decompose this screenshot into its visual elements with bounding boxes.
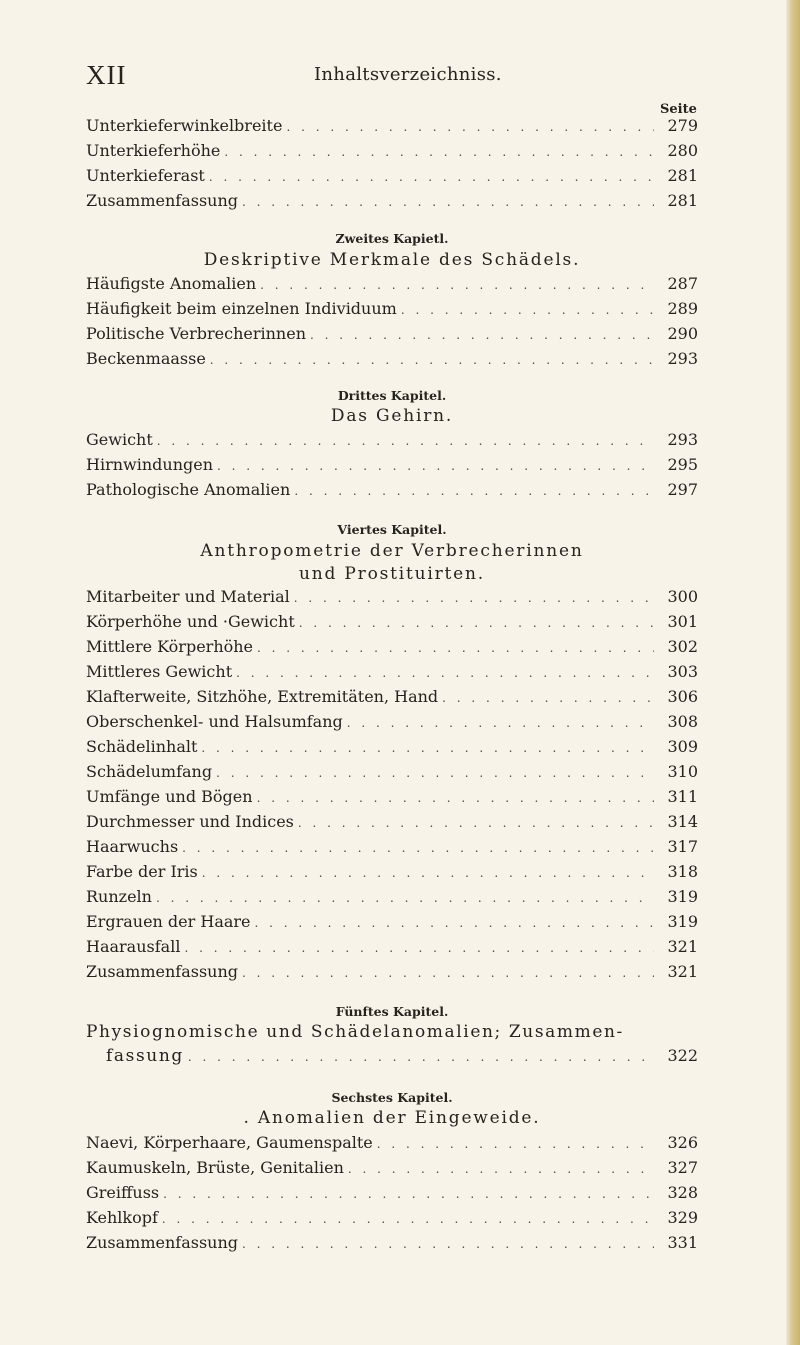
- entry-page: 314: [667, 812, 698, 831]
- leader-dots: [188, 1050, 654, 1064]
- entry-label: Umfänge und Bögen: [86, 787, 253, 806]
- toc-entry: [86, 480, 698, 504]
- toc-entry: [86, 887, 698, 911]
- entry-page: 281: [667, 166, 698, 185]
- entry-page: 309: [667, 737, 698, 756]
- toc-entry: [86, 191, 698, 215]
- leader-dots: [156, 891, 654, 905]
- leader-dots: [202, 866, 654, 880]
- toc-entry: [86, 1158, 698, 1182]
- entry-label: Mitarbeiter und Material: [86, 587, 290, 606]
- chapter-title-line-2: und Prostituirten.: [299, 564, 485, 584]
- chapter-title: . Anomalien der Eingeweide.: [243, 1108, 541, 1128]
- toc-entry: [86, 1133, 698, 1157]
- leader-dots: [348, 1162, 654, 1176]
- toc-entry: [86, 587, 698, 611]
- entry-page: 306: [667, 687, 698, 706]
- leader-dots: [255, 916, 654, 930]
- entry-page: 280: [667, 141, 698, 160]
- chapter-label: Zweites Kapietl.: [335, 231, 449, 246]
- toc-entry: [86, 812, 698, 836]
- entry-label: Körperhöhe und ·Gewicht: [86, 612, 295, 631]
- toc-entry: [86, 962, 698, 986]
- leader-dots: [217, 459, 654, 473]
- toc-entry: [86, 1233, 698, 1257]
- page-header: [86, 60, 686, 90]
- entry-label: Haarausfall: [86, 937, 181, 956]
- leader-dots: [210, 353, 654, 367]
- entry-page: 310: [667, 762, 698, 781]
- toc-entry: [86, 1046, 698, 1070]
- toc-entry: [86, 324, 698, 348]
- entry-page: 331: [667, 1233, 698, 1252]
- entry-page: 321: [667, 962, 698, 981]
- entry-label: Unterkieferast: [86, 166, 205, 185]
- entry-page: 302: [667, 637, 698, 656]
- leader-dots: [257, 641, 654, 655]
- toc-entry: [86, 1183, 698, 1207]
- entry-page: 321: [667, 937, 698, 956]
- toc-entry: [86, 662, 698, 686]
- toc-entry: [86, 787, 698, 811]
- page-edge-shadow: [786, 0, 800, 1345]
- entry-label: Runzeln: [86, 887, 152, 906]
- toc-entry: [86, 912, 698, 936]
- chapter-label: Viertes Kapitel.: [337, 522, 447, 537]
- entry-page: 317: [667, 837, 698, 856]
- entry-page: 287: [667, 274, 698, 293]
- leader-dots: [242, 195, 654, 209]
- entry-page: 328: [667, 1183, 698, 1202]
- entry-label: Hirnwindungen: [86, 455, 214, 474]
- leader-dots: [162, 1212, 654, 1226]
- entry-page: 281: [667, 191, 698, 210]
- toc-entry: [86, 116, 698, 140]
- leader-dots: [298, 816, 654, 830]
- leader-dots: [294, 484, 654, 498]
- toc-entry: [86, 141, 698, 165]
- toc-entry: [86, 862, 698, 886]
- chapter-label: Fünftes Kapitel.: [335, 1004, 449, 1019]
- leader-dots: [442, 691, 654, 705]
- leader-dots: [236, 666, 654, 680]
- entry-label: Mittlere Körperhöhe: [86, 637, 254, 656]
- leader-dots: [209, 170, 654, 184]
- toc-entry: [86, 349, 698, 373]
- toc-entry: [86, 687, 698, 711]
- leader-dots: [182, 841, 654, 855]
- entry-page: 293: [667, 430, 698, 449]
- leader-dots: [224, 145, 654, 159]
- page-number: XII: [86, 60, 127, 90]
- leader-dots: [157, 434, 654, 448]
- leader-dots: [260, 278, 654, 292]
- leader-dots: [201, 741, 654, 755]
- entry-label: fassung: [106, 1046, 184, 1066]
- entry-label: Zusammenfassung: [86, 191, 239, 210]
- entry-page: 301: [667, 612, 698, 631]
- leader-dots: [294, 591, 654, 605]
- entry-label: Pathologische Anomalien: [86, 480, 291, 499]
- seite-column-label: Seite: [660, 102, 697, 117]
- entry-page: 295: [667, 455, 698, 474]
- toc-entry: [86, 837, 698, 861]
- toc-entry: [86, 430, 698, 454]
- entry-label: Zusammenfassung: [86, 1233, 239, 1252]
- entry-label: Farbe der Iris: [86, 862, 198, 881]
- entry-label: Haarwuchs: [86, 837, 179, 856]
- leader-dots: [347, 716, 654, 730]
- toc-entry: [86, 612, 698, 636]
- chapter-label: Drittes Kapitel.: [337, 388, 447, 403]
- leader-dots: [377, 1137, 654, 1151]
- entry-label: Häufigkeit beim einzelnen Individuum: [86, 299, 397, 318]
- leader-dots: [242, 1237, 654, 1251]
- chapter-title: Das Gehirn.: [330, 406, 454, 426]
- entry-label: Ergrauen der Haare: [86, 912, 251, 931]
- entry-page: 308: [667, 712, 698, 731]
- chapter-title: Deskriptive Merkmale des Schädels.: [203, 250, 581, 270]
- entry-label: Beckenmaasse: [86, 349, 206, 368]
- running-title: Inhaltsverzeichniss.: [314, 64, 502, 85]
- entry-label: Schädelumfang: [86, 762, 213, 781]
- entry-page: 322: [667, 1046, 698, 1065]
- entry-page: 293: [667, 349, 698, 368]
- entry-label: Mittleres Gewicht: [86, 662, 233, 681]
- leader-dots: [257, 791, 654, 805]
- chapter-title-line-1: Physiognomische und Schädelanomalien; Zusammen-: [86, 1022, 624, 1042]
- entry-label: Kaumuskeln, Brüste, Genitalien: [86, 1158, 344, 1177]
- leader-dots: [286, 120, 654, 134]
- leader-dots: [216, 766, 654, 780]
- toc-entry: [86, 712, 698, 736]
- leader-dots: [401, 303, 654, 317]
- toc-entry: [86, 637, 698, 661]
- entry-page: 300: [667, 587, 698, 606]
- toc-entry: [86, 762, 698, 786]
- entry-page: 289: [667, 299, 698, 318]
- entry-label: Naevi, Körperhaare, Gaumenspalte: [86, 1133, 373, 1152]
- leader-dots: [242, 966, 654, 980]
- entry-page: 329: [667, 1208, 698, 1227]
- entry-page: 319: [667, 912, 698, 931]
- toc-entry: [86, 299, 698, 323]
- toc-entry: [86, 937, 698, 961]
- entry-page: 311: [667, 787, 698, 806]
- entry-page: 327: [667, 1158, 698, 1177]
- chapter-label: Sechstes Kapitel.: [331, 1090, 453, 1105]
- entry-page: 326: [667, 1133, 698, 1152]
- leader-dots: [184, 941, 654, 955]
- entry-page: 279: [667, 116, 698, 135]
- leader-dots: [310, 328, 654, 342]
- entry-page: 318: [667, 862, 698, 881]
- toc-entry: [86, 166, 698, 190]
- leader-dots: [163, 1187, 654, 1201]
- entry-page: 290: [667, 324, 698, 343]
- entry-page: 303: [667, 662, 698, 681]
- chapter-title-line-1: Anthropometrie der Verbrecherinnen: [200, 541, 584, 561]
- toc-entry: [86, 737, 698, 761]
- entry-page: 319: [667, 887, 698, 906]
- entry-label: Häufigste Anomalien: [86, 274, 257, 293]
- entry-label: Unterkieferwinkelbreite: [86, 116, 283, 135]
- toc-entry: [86, 274, 698, 298]
- entry-label: Greiffuss: [86, 1183, 160, 1202]
- leader-dots: [299, 616, 654, 630]
- entry-label: Oberschenkel- und Halsumfang: [86, 712, 343, 731]
- entry-label: Politische Verbrecherinnen: [86, 324, 307, 343]
- entry-label: Unterkieferhöhe: [86, 141, 221, 160]
- entry-page: 297: [667, 480, 698, 499]
- entry-label: Klafterweite, Sitzhöhe, Extremitäten, Hand: [86, 687, 439, 706]
- entry-label: Gewicht: [86, 430, 153, 449]
- toc-entry: [86, 455, 698, 479]
- entry-label: Schädelinhalt: [86, 737, 198, 756]
- entry-label: Zusammenfassung: [86, 962, 239, 981]
- entry-label: Durchmesser und Indices: [86, 812, 294, 831]
- toc-entry: [86, 1208, 698, 1232]
- entry-label: Kehlkopf: [86, 1208, 158, 1227]
